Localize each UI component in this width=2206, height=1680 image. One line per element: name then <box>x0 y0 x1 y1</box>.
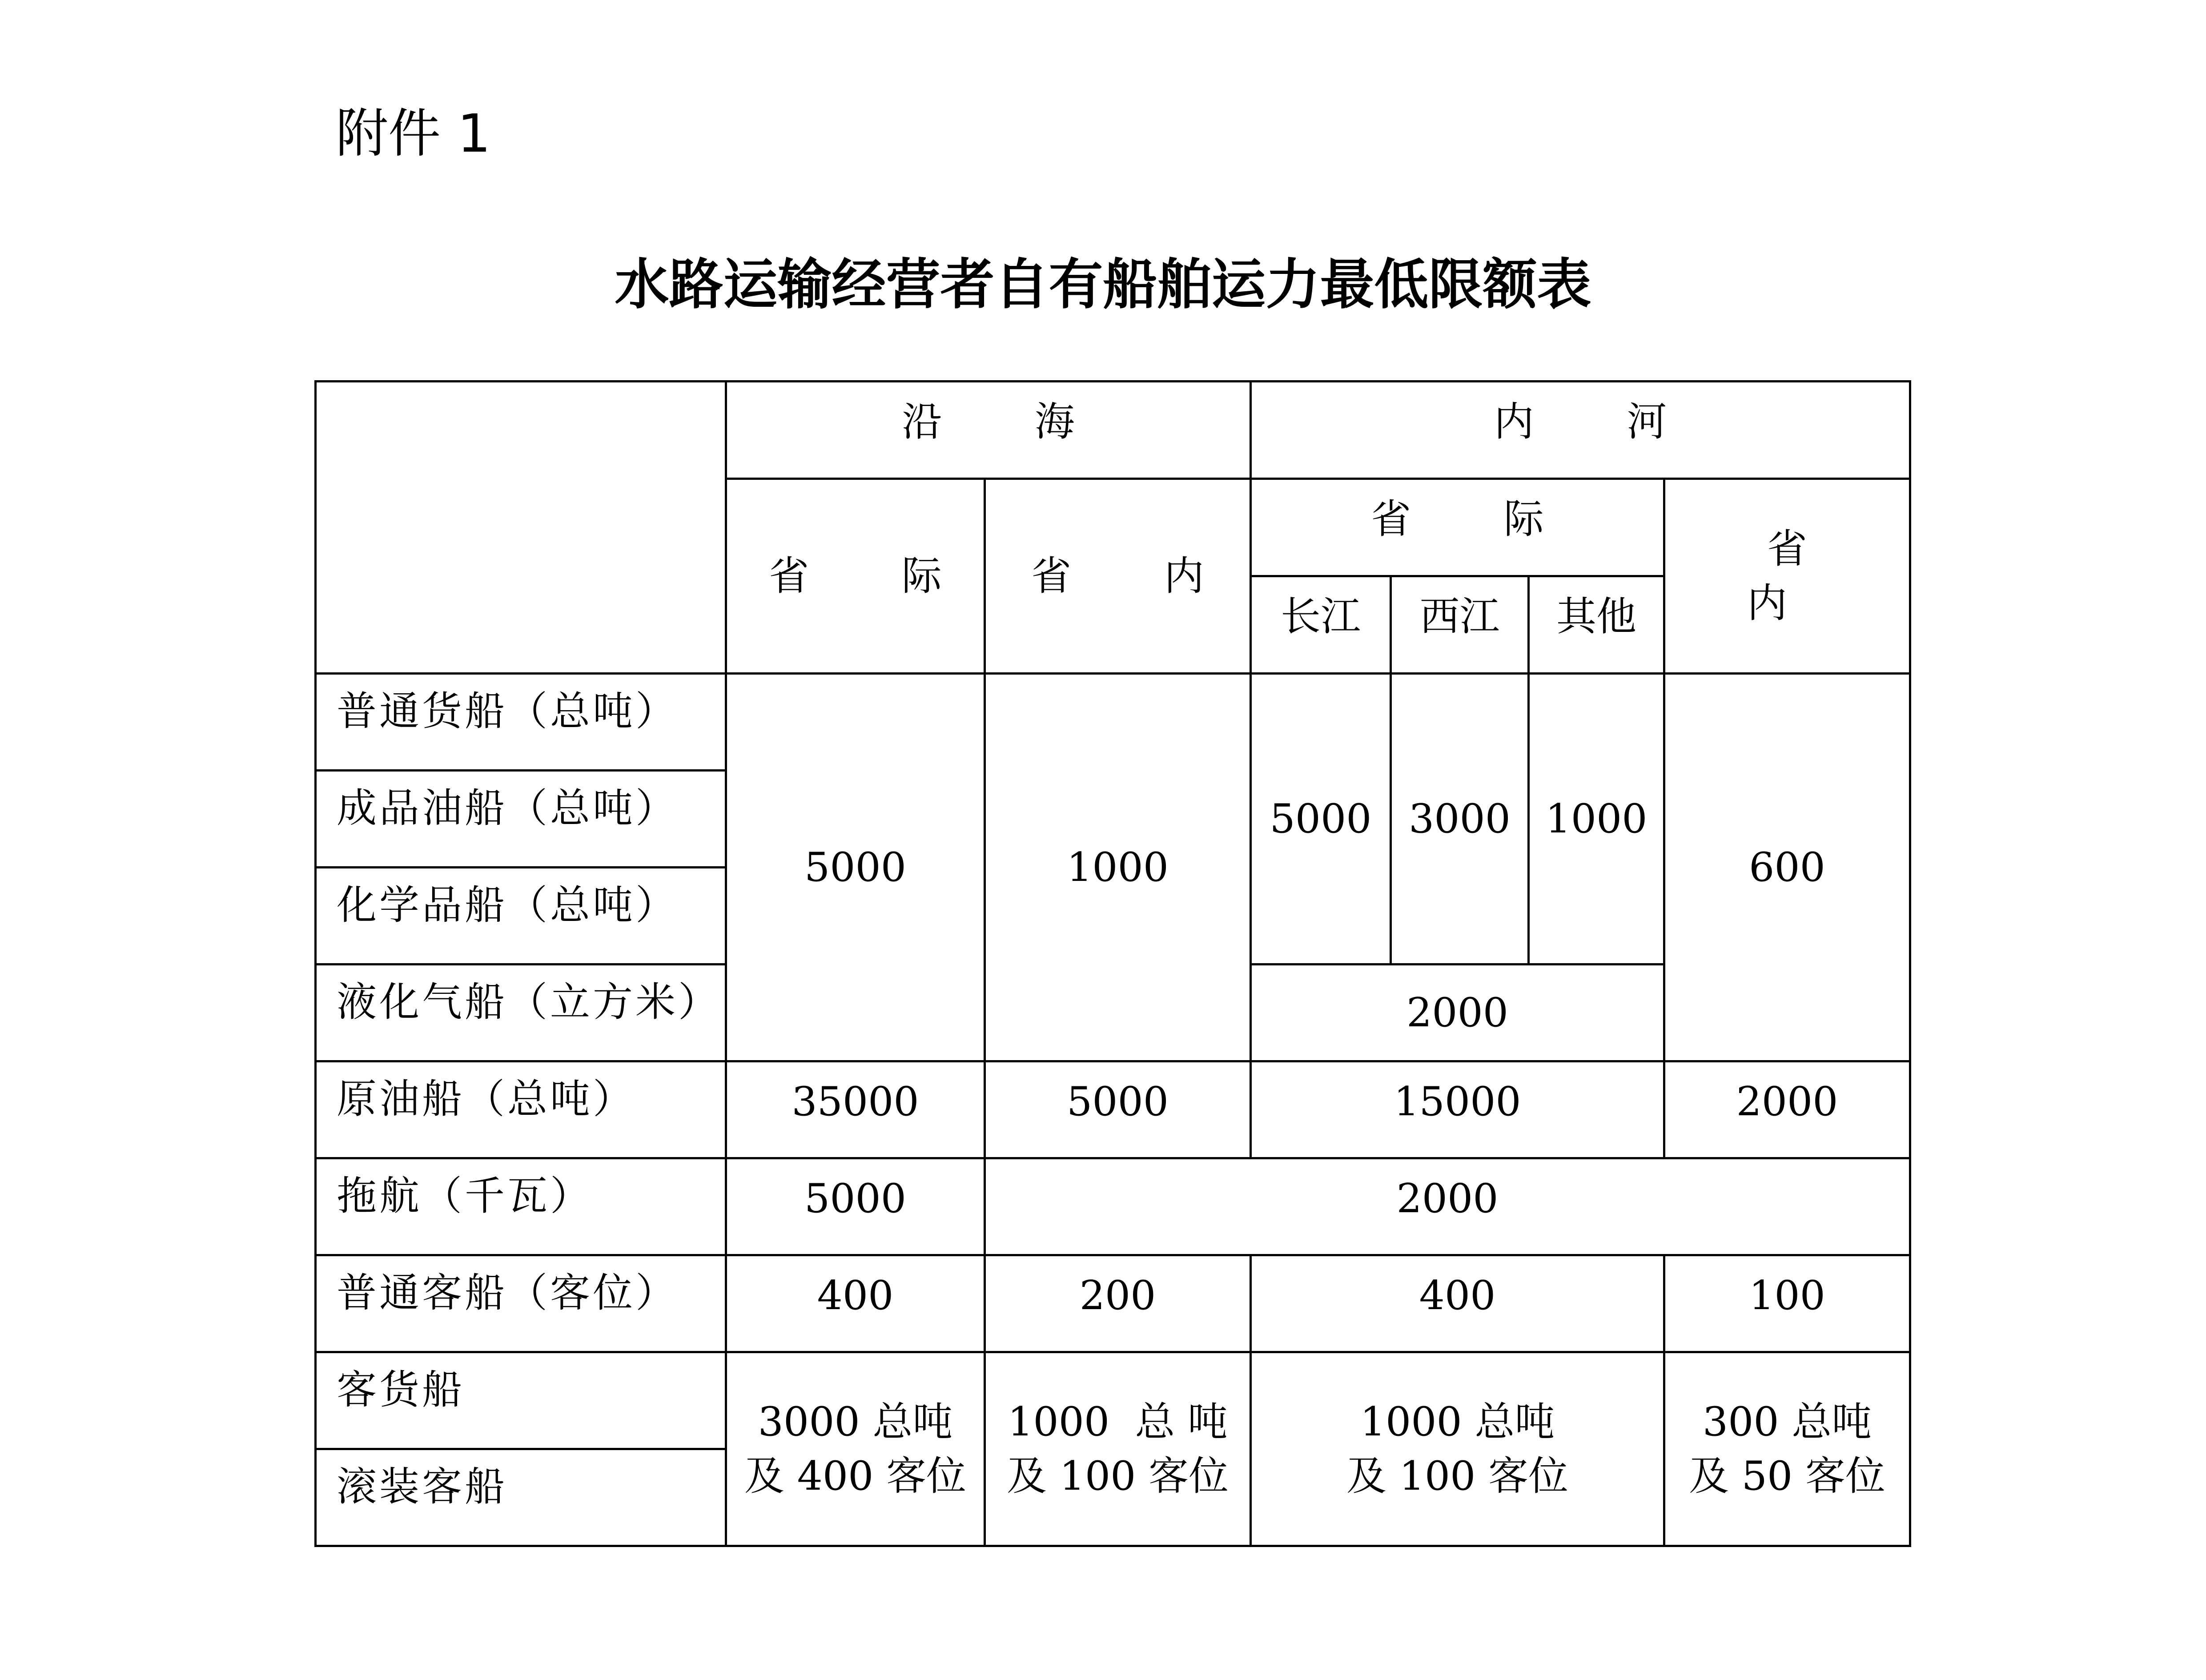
table-row <box>316 1255 1910 1352</box>
header-yangtze: 长江 <box>1251 576 1391 674</box>
cell-line: 1000 总 吨 <box>1008 1399 1228 1445</box>
cell-pc-inland-interprovincial <box>1251 1352 1664 1546</box>
cell-line: 及 50 客位 <box>1689 1452 1885 1499</box>
header-other: 其他 <box>1529 576 1664 674</box>
header-xijiang: 西江 <box>1391 576 1529 674</box>
row-label-general-cargo: 普通货船（总吨） <box>316 674 726 771</box>
cell-tug-other: 2000 <box>985 1158 1910 1255</box>
cell-line: 及 100 客位 <box>1346 1452 1569 1499</box>
table-row <box>316 1158 1910 1255</box>
cell-line: 及 100 客位 <box>1007 1452 1229 1499</box>
cell-tug-coastal-interprovincial: 5000 <box>726 1158 985 1255</box>
cell-line: 1000 总吨 <box>1360 1399 1555 1445</box>
table-row <box>316 1061 1910 1158</box>
cell-cargo-inland-intraprovincial: 600 <box>1664 674 1910 1061</box>
capacity-quota-table <box>314 380 1911 1547</box>
cell-pc-inland-intraprovincial <box>1664 1352 1910 1546</box>
table-row <box>316 1352 1910 1449</box>
cell-passenger-inland-intraprovincial: 100 <box>1664 1255 1910 1352</box>
header-inland-interprovincial: 省 际 <box>1251 479 1664 576</box>
cell-lpg-inland-interprovincial: 2000 <box>1251 965 1664 1061</box>
row-label-passenger-cargo: 客货船 <box>316 1352 726 1449</box>
cell-passenger-coastal-intraprovincial: 200 <box>985 1255 1251 1352</box>
header-inland-intraprovincial: 省 内 <box>1664 479 1910 674</box>
row-label-product-oil: 成品油船（总吨） <box>316 771 726 868</box>
page-title: 水路运输经营者自有船舶运力最低限额表 <box>615 253 1591 316</box>
cell-line: 及 400 客位 <box>744 1452 966 1499</box>
cell-pc-coastal-interprovincial <box>726 1352 985 1546</box>
header-inland: 内 河 <box>1251 382 1910 479</box>
cell-cargo-coastal-interprovincial: 5000 <box>726 674 985 1061</box>
row-label-passenger: 普通客船（客位） <box>316 1255 726 1352</box>
cell-line: 3000 总吨 <box>758 1399 953 1445</box>
attachment-label: 附件 1 <box>336 103 491 164</box>
header-coastal-intraprovincial: 省 内 <box>985 479 1251 674</box>
row-label-tug: 拖航（千瓦） <box>316 1158 726 1255</box>
row-label-roro-passenger: 滚装客船 <box>316 1449 726 1546</box>
header-corner-cell <box>316 382 726 674</box>
cell-crude-coastal-intraprovincial: 5000 <box>985 1061 1251 1158</box>
header-row-1 <box>316 382 1910 479</box>
row-label-lpg: 液化气船（立方米） <box>316 965 726 1061</box>
table-row <box>316 674 1910 771</box>
header-coastal: 沿 海 <box>726 382 1251 479</box>
cell-passenger-inland-interprovincial: 400 <box>1251 1255 1664 1352</box>
cell-passenger-coastal-interprovincial: 400 <box>726 1255 985 1352</box>
row-label-chemical: 化学品船（总吨） <box>316 868 726 965</box>
cell-cargo-xijiang: 3000 <box>1391 674 1529 965</box>
cell-crude-inland-interprovincial: 15000 <box>1251 1061 1664 1158</box>
cell-crude-coastal-interprovincial: 35000 <box>726 1061 985 1158</box>
cell-line: 300 总吨 <box>1702 1399 1872 1445</box>
cell-crude-inland-intraprovincial: 2000 <box>1664 1061 1910 1158</box>
cell-cargo-coastal-intraprovincial: 1000 <box>985 674 1251 1061</box>
cell-pc-coastal-intraprovincial <box>985 1352 1251 1546</box>
row-label-crude-oil: 原油船（总吨） <box>316 1061 726 1158</box>
cell-cargo-other: 1000 <box>1529 674 1664 965</box>
header-coastal-interprovincial: 省 际 <box>726 479 985 674</box>
cell-cargo-yangtze: 5000 <box>1251 674 1391 965</box>
